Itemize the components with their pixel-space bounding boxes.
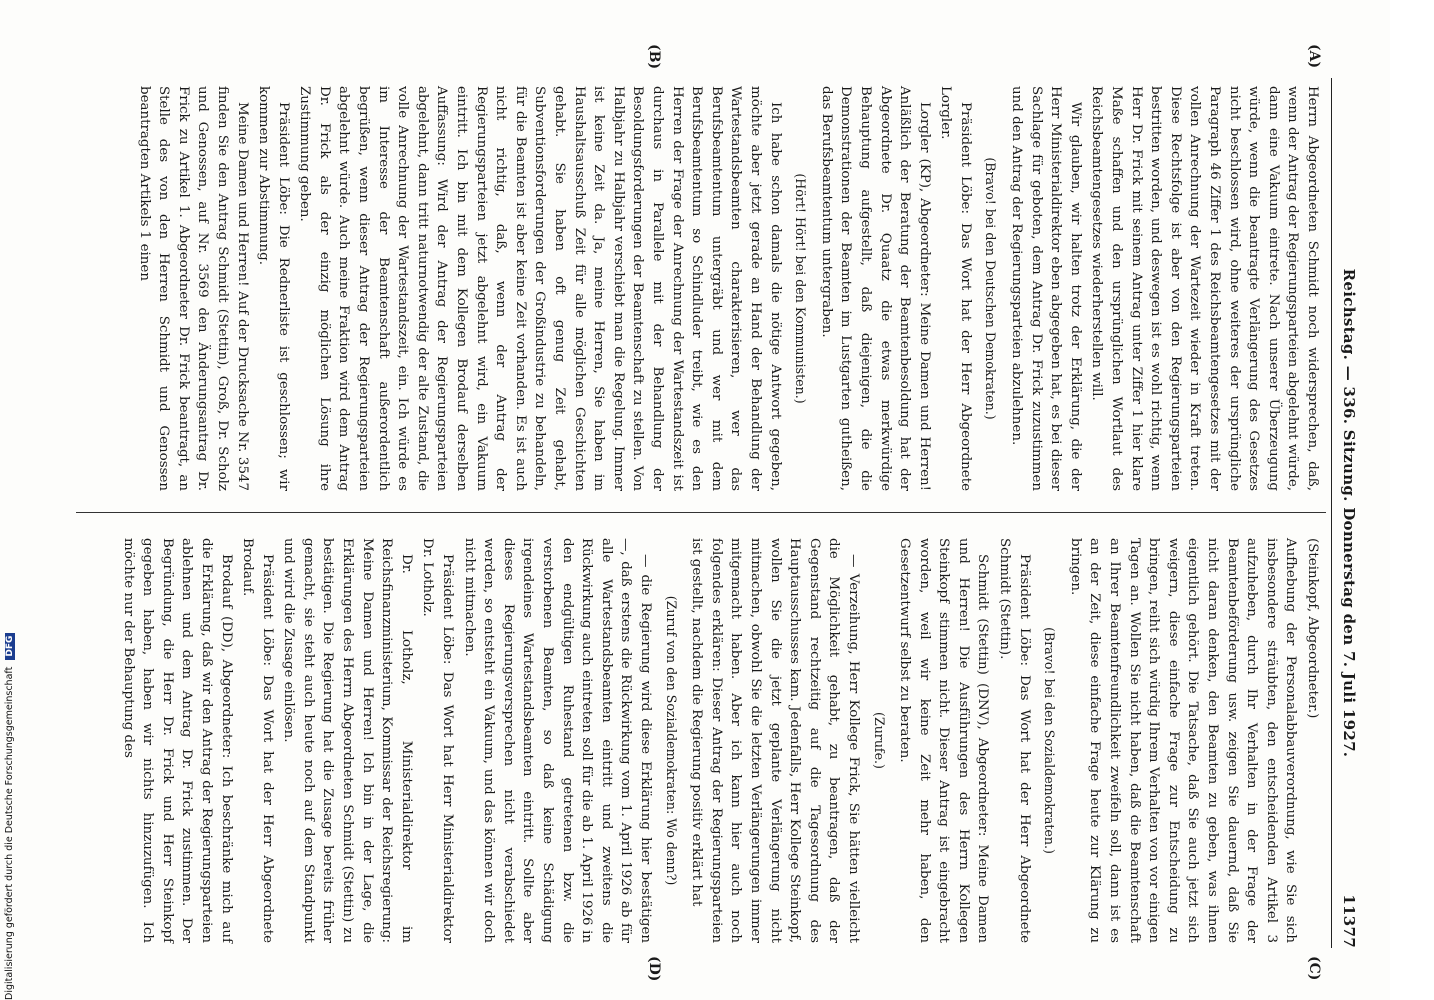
paragraph: — Verzeihung, Herr Kollege Frick, Sie hätten vielleicht die Möglichkeit gehabt, zu beantragen, daß der Gegenstand rechtzeitig auf die Tagesordnung des Hauptausschusses kam. Jedenfalls, Herr Kollege Steinkopf, wollen Sie die jetzt geplante Verlängerung nicht mitmachen, obwohl Sie die letzten Verlängerungen immer mitgemacht haben. Aber ich kann hier auch noch folgendes erklären: Dieser Antrag der Regierungsparteien ist gestellt, nachdem die Regierung positiv erklärt hat: [689, 538, 861, 943]
paragraph: Meine Damen und Herren! Auf der Drucksache Nr. 3547 finden Sie den Antrag Schmidt (Stettin), Groß, Dr. Scholz und Genossen, auf Nr. 3569 den Änderungsantrag Dr. Frick zu Artikel 1. Abgeordneter Dr. Frick beantragt, an Stelle des von den Herren Schmidt und Genossen beantragten Artikels 1 einen: [136, 86, 250, 491]
paragraph: Präsident Löbe: Das Wort hat der Herr Abgeordnete Schmidt (Stettin).: [997, 538, 1032, 943]
interjection: (Bravo! bei den Sozialdemokraten.): [1042, 627, 1058, 854]
column-left: [116, 538, 1322, 943]
paragraph: Präsident Löbe: Das Wort hat der Herr Abgeordnete Lorgler.: [938, 86, 973, 491]
interjection: (Hört! Hört! bei den Kommunisten.): [793, 173, 809, 404]
margin-mark-a: (A): [1306, 44, 1322, 69]
page-content: [42, 44, 1362, 982]
interjection: (Bravo! bei den Deutschen Demokraten.): [983, 157, 999, 420]
paragraph: Brodauf (DD), Abgeordneter: Ich beschränke mich auf die Erklärung, daß wir den Antrag der Regierungsparteien ablehnen und dem Antrag Dr. Frick zustimmen. Der Begründung, die Herr Dr. Frick und Herr Steinkopf gegeben haben, haben wir nichts hinzuzufügen. Ich möchte nur der Behauptung des: [120, 538, 234, 943]
running-head-title: Reichstag. — 336. Sitzung. Donnerstag den 7. Juli 1927.: [1340, 268, 1358, 758]
paragraph: Lorgler (KP), Abgeordneter: Meine Damen und Herren! Anläßlich der Beratung der Beamtenbesoldung hat der Abgeordnete Dr. Quaatz die etwas merkwürdige Behauptung aufgestellt, daß diejenigen, die die Demonstrationen der Beamten im Lustgarten gutheißen, das Berufsbeamtentum untergraben.: [818, 86, 932, 491]
interjection: (Zurufe.): [871, 712, 887, 769]
paragraph: Präsident Löbe: Das Wort hat der Herr Abgeordnete Brodauf.: [240, 538, 275, 943]
margin-mark-d: (D): [646, 956, 662, 982]
paragraph: Herrn Abgeordneten Schmidt noch widersprechen, daß, wenn der Antrag der Regierungsparteien abgelehnt würde, dann eine Vakuum eintrete. Nach unserer Überzeugung würde, wenn die beantragte Verlängerung des Gesetzes nicht beschlossen wird, ohne weiteres der ursprüngliche Paragraph 46 Ziffer 1 des Reichsbeamtengesetzes mit der vollen Anrechnung der Wartezeit wieder in Kraft treten. Diese Rechtsfolge ist aber von den Regierungsparteien bestritten worden, und deswegen ist es wohl richtig, wenn Herr Dr. Frick mit seinem Antrag unter Ziffer 1 hier klare Maße schaffen und den ursprünglichen Wortlaut des Reichsbeamtengesetzes wiederherstellen will.: [1089, 86, 1320, 491]
paragraph: Schmidt (Stettin) (DNV), Abgeordneter: Meine Damen und Herren! Die Ausführungen des Herrn Kollegen Steinkopf stimmen nicht. Dieser Antrag ist eingebracht worden, weil wir keine Zeit mehr haben, den Gesetzentwurf selbst zu beraten.: [897, 538, 991, 943]
interjection: (Zuruf von den Sozialdemokraten: Wo denn?): [663, 595, 679, 886]
column-right: [132, 86, 1322, 491]
paragraph: Präsident Löbe: Die Rednerliste ist geschlossen; wir kommen zur Abstimmung.: [256, 86, 291, 491]
column-divider: [76, 512, 1326, 513]
page-number: 11377: [1340, 894, 1358, 948]
margin-mark-b: (B): [646, 44, 662, 70]
paragraph: (Steinkopf, Abgeordneter.): [1305, 538, 1320, 719]
paragraph: Aufhebung der Personalabbauverordnung, wie Sie sich insbesondere sträubten, den entscheidenden Artikel 3 aufzuheben, durch Ihr Verhalten in der Frage der Beamtenbeförderung usw. zeigen Sie dauernd, daß Sie nicht daran denken, den Beamten zu geben, was ihnen eigentlich gehört. Die Tatsache, daß Sie auch jetzt sich weigern, diese einfache Frage zur Entscheidung zu bringen, reiht sich würdig Ihrem Verhalten von vor einigen Tagen an. Wollen Sie nicht haben, daß die Beamtenschaft an Ihrer Beamtenfreundlichkeit zweifeln soll, dann ist es an der Zeit, diese einfache Frage heute zur Klärung zu bringen.: [1067, 538, 1299, 943]
paragraph: Wir glauben, wir halten trotz der Erklärung, die der Herr Ministerialdirektor eben abgegeben hat, es bei dieser Sachlage für geboten, dem Antrag Dr. Frick zuzustimmen und den Antrag der Regierungsparteien abzulehnen.: [1009, 86, 1083, 491]
paragraph: Dr. Lotholz, Ministerialdirektor im Reichsfinanzministerium, Kommissar der Reichsregierung: Meine Damen und Herren! Ich bin in der Lage, die Erklärungen des Herrn Abgeordneten Schmidt (Stettin) zu bestätigen. Die Regierung hat die Zusage bereits früher gemacht, sie steht auch heute noch auf dem Standpunkt und wird die Zusage einlösen.: [281, 538, 414, 943]
margin-mark-c: (C): [1306, 956, 1322, 981]
running-head: [1331, 78, 1362, 948]
paragraph: Ich habe schon damals die nötige Antwort gegeben, möchte aber jetzt gerade an Hand der Behandlung der Wartestandsbeamten charakterisieren, wer das Berufsbeamtentum untergräbt und wer mit dem Berufsbeamtentum so Schindluder treibt, wie es den Herren der Frage der Anrechnung der Wartestandszeit ist durchaus in Parallele mit der Behandlung der Besoldungsforderungen der Beamtenschaft zu stellen. Von Halbjahr zu Halbjahr verschiebt man die Regelung. Immer ist keine Zeit da. Ja, meine Herren, Sie haben im Haushaltsausschuß Zeit für alle möglichen Geschichten gehabt. Sie haben oft genug Zeit gehabt, Subventionsforderungen der Großindustrie zu behandeln, für die Beamten ist aber keine Zeit vorhanden. Es ist auch nicht richtig, daß, wenn der Antrag der Regierungsparteien jetzt abgelehnt wird, ein Vakuum eintritt. Ich bin mit dem Kollegen Brodauf derselben Auffassung: Wird der Antrag der Regierungsparteien abgelehnt, dann tritt naturnotwendig der alte Zustand, die volle Anrechnung der Wartestandszeit, ein. Ich würde es im Interesse der Beamtenschaft außerordentlich begrüßen, wenn dieser Antrag der Regierungsparteien abgelehnt würde. Auch meine Fraktion wird dem Antrag Dr. Frick als der einzig möglichen Lösung ihre Zustimmung geben.: [297, 86, 783, 491]
dfg-logo: DFG: [5, 633, 15, 660]
credit-text: Digitalisierung gefördert durch die Deutsche Forschungsgemeinschaft: [4, 666, 15, 1000]
paragraph: Präsident Löbe: Das Wort hat Herr Ministerialdirektor Dr. Lotholz.: [420, 538, 456, 943]
paragraph: — die Regierung wird diese Erklärung hier bestätigen —, daß erstens die Rückwirkung vom 1. April 1926 ab für alle Wartestandsbeamten eintritt und zweitens die Rückwirkung auch eintreten soll für die ab 1. April 1926 in den endgültigen Ruhestand getretenen bzw. die verstorbenen Beamten, so daß keine Schädigung irgendeines Wartestandsbeamten eintritt. Sollte aber dieses Regierungsversprechen nicht verabschiedet werden, so entsteht ein Vakuum, und das können wir doch nicht mitmachen.: [461, 538, 653, 943]
digitization-credit: [4, 600, 18, 1000]
